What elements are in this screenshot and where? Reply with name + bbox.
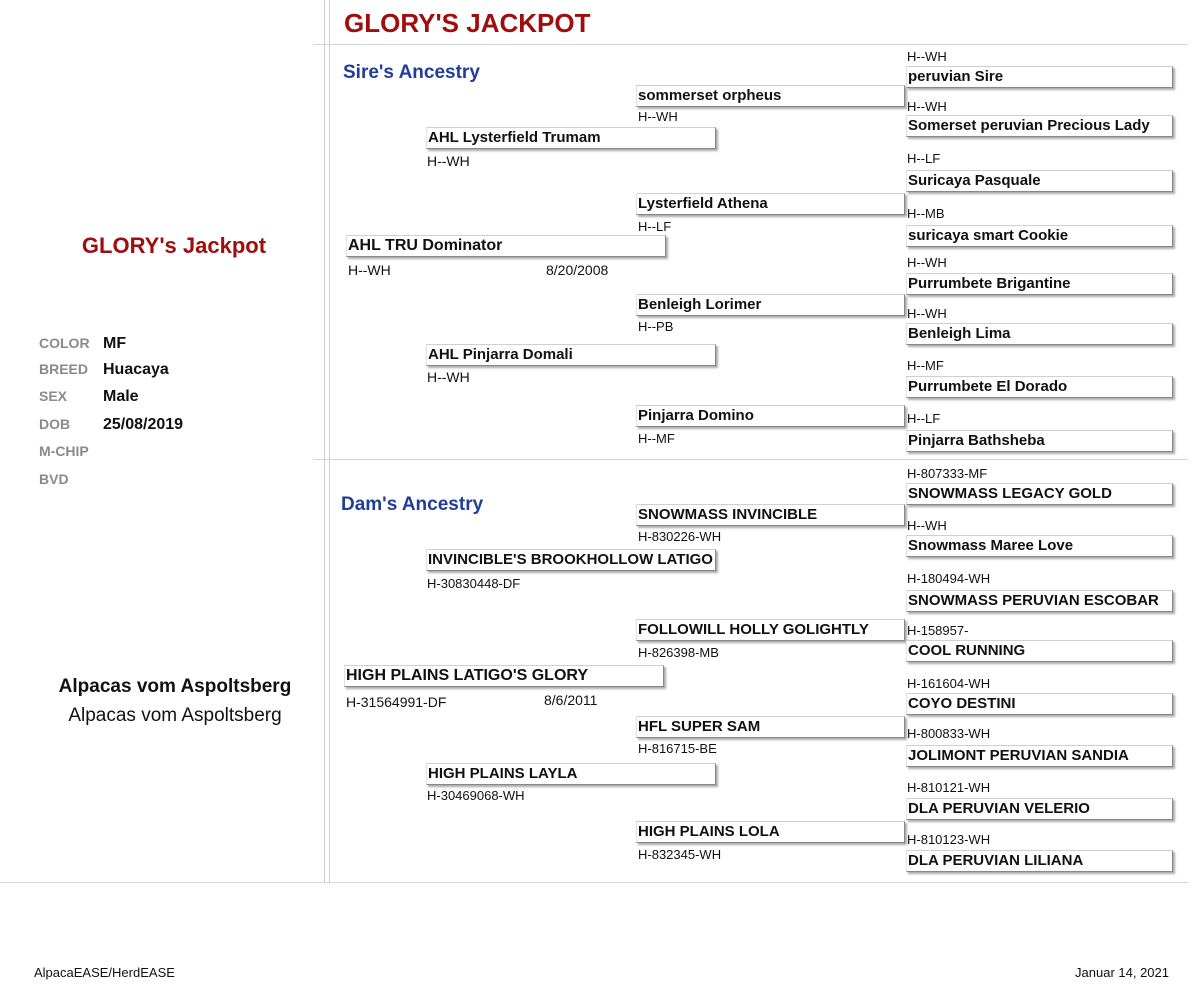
mchip-label: M-CHIP	[39, 443, 89, 459]
dam-gggp-reg: H-810123-WH	[907, 832, 991, 847]
sire-ggp-reg: H--MF	[638, 431, 675, 446]
sire-gggp-name: Somerset peruvian Precious Lady	[908, 117, 1150, 134]
sire-gggp-name: Purrumbete Brigantine	[908, 275, 1071, 292]
dam-ggp-reg: H-830226-WH	[638, 529, 722, 544]
sire-gp2-name: AHL Pinjarra Domali	[428, 346, 573, 363]
sire-gggp-reg: H--LF	[907, 151, 941, 166]
dob-label: DOB	[39, 416, 71, 432]
dam-gggp-name: Snowmass Maree Love	[908, 537, 1074, 554]
dam-gp1-reg: H-30830448-DF	[427, 576, 521, 591]
sire-gggp-reg: H--WH	[907, 255, 947, 270]
divider-vertical-2	[329, 0, 330, 882]
sex-label: SEX	[39, 388, 68, 404]
sire-parent-reg: H--WH	[348, 262, 391, 278]
dam-ggp-box[interactable]	[636, 821, 905, 843]
animal-name: GLORY's Jackpot	[81, 233, 267, 258]
sire-ggp-box[interactable]	[636, 294, 905, 316]
sire-gggp-box[interactable]	[906, 170, 1173, 192]
dam-gggp-reg: H-810121-WH	[907, 780, 991, 795]
breed-label: BREED	[39, 361, 89, 377]
sire-gp2-reg: H--WH	[427, 369, 470, 385]
sire-ggp-reg: H--WH	[638, 109, 678, 124]
dam-gggp-name: DLA PERUVIAN VELERIO	[908, 800, 1090, 817]
divider-bottom	[0, 882, 1188, 883]
sire-gp1-box[interactable]	[426, 127, 716, 149]
sire-parent-box[interactable]	[346, 235, 666, 257]
sire-gggp-reg: H--MF	[907, 358, 944, 373]
sire-parent-date: 8/20/2008	[546, 262, 609, 278]
sire-ggp-reg: H--LF	[638, 219, 672, 234]
footer-software: AlpacaEASE/HerdEASE	[34, 965, 175, 980]
footer-date: Januar 14, 2021	[1075, 965, 1169, 980]
sire-ggp-name: Benleigh Lorimer	[638, 296, 762, 313]
sire-gggp-box[interactable]	[906, 323, 1173, 345]
dam-gggp-reg: H-800833-WH	[907, 726, 991, 741]
dam-ggp-name: HIGH PLAINS LOLA	[638, 823, 780, 840]
sire-gggp-name: Purrumbete El Dorado	[908, 378, 1068, 395]
sire-ggp-box[interactable]	[636, 405, 905, 427]
dam-gggp-box[interactable]	[906, 535, 1173, 557]
sire-gggp-name: suricaya smart Cookie	[908, 227, 1069, 244]
dam-gggp-reg: H--WH	[907, 518, 947, 533]
dam-ggp-reg: H-832345-WH	[638, 847, 722, 862]
sex-value: Male	[103, 388, 139, 405]
dam-gggp-reg: H-180494-WH	[907, 571, 991, 586]
dam-gggp-box[interactable]	[906, 745, 1173, 767]
dam-heading: Dam's Ancestry	[341, 494, 484, 515]
dam-gggp-name: COOL RUNNING	[908, 642, 1026, 659]
sire-gggp-reg: H--WH	[907, 306, 947, 321]
sire-ggp-name: Pinjarra Domino	[638, 407, 754, 424]
dam-gggp-box[interactable]	[906, 850, 1173, 872]
dam-ggp-reg: H-816715-BE	[638, 741, 717, 756]
bvd-label: BVD	[39, 471, 69, 487]
dam-gggp-reg: H-158957-	[907, 623, 969, 638]
dam-gp2-box[interactable]	[426, 763, 716, 785]
dam-ggp-name: FOLLOWILL HOLLY GOLIGHTLY	[638, 621, 869, 638]
dam-gggp-name: SNOWMASS LEGACY GOLD	[908, 485, 1112, 502]
divider-vertical-1	[324, 0, 325, 882]
dam-gggp-box[interactable]	[906, 798, 1173, 820]
farm-name: Alpacas vom Aspoltsberg	[68, 705, 282, 726]
sire-gggp-name: Pinjarra Bathsheba	[908, 432, 1045, 449]
sire-gggp-name: Benleigh Lima	[908, 325, 1011, 342]
farm-name-bold: Alpacas vom Aspoltsberg	[58, 676, 292, 697]
dam-gp1-name: INVINCIBLE'S BROOKHOLLOW LATIGO	[428, 551, 713, 568]
sire-ggp-reg: H--PB	[638, 319, 674, 334]
dam-gggp-box[interactable]	[906, 640, 1173, 662]
sire-gggp-reg: H--MB	[907, 206, 945, 221]
dam-gggp-name: SNOWMASS PERUVIAN ESCOBAR	[908, 592, 1159, 609]
dam-parent-reg: H-31564991-DF	[346, 694, 447, 710]
sire-ggp-name: Lysterfield Athena	[638, 195, 768, 212]
sire-parent-name: AHL TRU Dominator	[348, 237, 503, 254]
dam-gggp-reg: H-161604-WH	[907, 676, 991, 691]
dam-gggp-box[interactable]	[906, 483, 1173, 505]
sire-ggp-name: sommerset orpheus	[638, 87, 782, 104]
dam-ggp-reg: H-826398-MB	[638, 645, 719, 660]
dam-ggp-name: SNOWMASS INVINCIBLE	[638, 506, 818, 523]
color-value: MF	[103, 335, 127, 352]
dam-gggp-box[interactable]	[906, 693, 1173, 715]
sire-gp2-box[interactable]	[426, 344, 716, 366]
breed-value: Huacaya	[103, 361, 169, 378]
dam-gggp-name: JOLIMONT PERUVIAN SANDIA	[908, 747, 1129, 764]
sire-gggp-box[interactable]	[906, 376, 1173, 398]
sire-ggp-box[interactable]	[636, 193, 905, 215]
sire-gggp-name: Suricaya Pasquale	[908, 172, 1041, 189]
dam-gggp-box[interactable]	[906, 590, 1173, 612]
page-title: GLORY'S JACKPOT	[344, 8, 591, 38]
dam-gggp-name: COYO DESTINI	[908, 695, 1016, 712]
dam-parent-box[interactable]	[344, 665, 664, 687]
dam-gp2-reg: H-30469068-WH	[427, 788, 525, 803]
dam-gp1-box[interactable]	[426, 549, 716, 571]
sire-gggp-reg: H--LF	[907, 411, 941, 426]
sire-gggp-box[interactable]	[906, 273, 1173, 295]
dam-gp2-name: HIGH PLAINS LAYLA	[428, 765, 578, 782]
sire-ggp-box[interactable]	[636, 85, 905, 107]
sire-gggp-box[interactable]	[906, 430, 1173, 452]
sire-gp1-name: AHL Lysterfield Trumam	[428, 129, 601, 146]
sire-gggp-box[interactable]	[906, 225, 1173, 247]
dam-parent-name: HIGH PLAINS LATIGO'S GLORY	[346, 667, 589, 684]
dam-ggp-box[interactable]	[636, 619, 905, 641]
dam-ggp-name: HFL SUPER SAM	[638, 718, 761, 735]
sire-gggp-name: peruvian Sire	[908, 68, 1004, 85]
sire-gggp-reg: H--WH	[907, 49, 947, 64]
sire-heading: Sire's Ancestry	[343, 62, 480, 83]
dam-gggp-name: DLA PERUVIAN LILIANA	[908, 852, 1084, 869]
color-label: COLOR	[39, 335, 90, 351]
sire-gggp-reg: H--WH	[907, 99, 947, 114]
dam-parent-date: 8/6/2011	[544, 692, 598, 708]
dam-gggp-reg: H-807333-MF	[907, 466, 988, 481]
dam-ggp-box[interactable]	[636, 504, 905, 526]
sire-gggp-box[interactable]	[906, 115, 1173, 137]
sire-gp1-reg: H--WH	[427, 153, 470, 169]
dob-value: 25/08/2019	[103, 416, 184, 433]
divider-middle	[313, 459, 1188, 460]
divider-header	[313, 44, 1188, 45]
dam-ggp-box[interactable]	[636, 716, 905, 738]
sire-gggp-box[interactable]	[906, 66, 1173, 88]
